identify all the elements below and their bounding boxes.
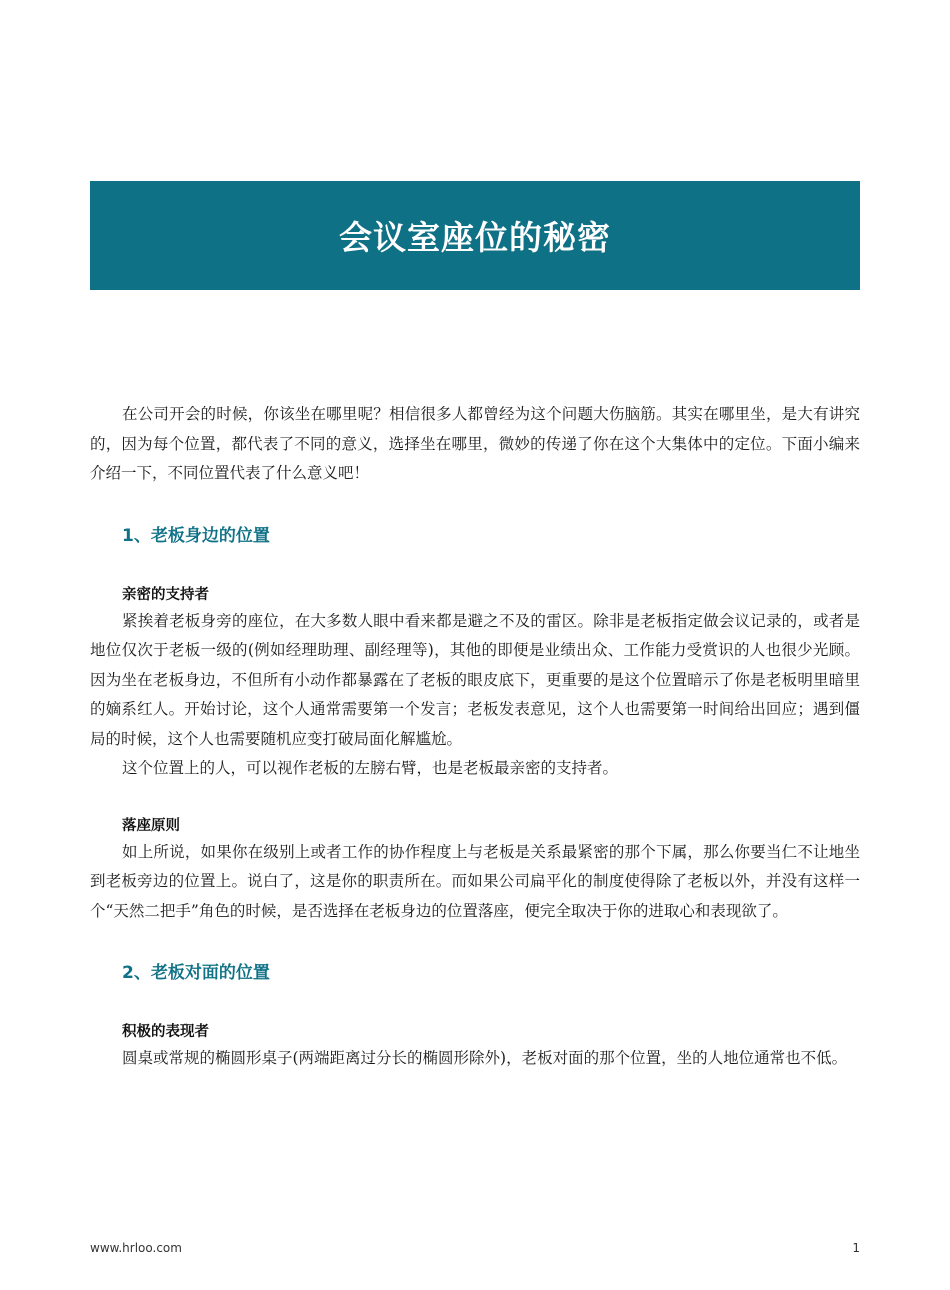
intro-paragraph: 在公司开会的时候，你该坐在哪里呢？相信很多人都曾经为这个问题大伤脑筋。其实在哪里坐，是大有讲究的，因为每个位置，都代表了不同的意义，选择坐在哪里，微妙的传递了你在这个大集体中的定位。下面小编来介绍一下，不同位置代表了什么意义吧！ [90, 405, 860, 482]
title-banner [90, 181, 860, 290]
document-body [90, 400, 860, 1074]
page-title: 会议室座位的秘密 [339, 218, 611, 257]
section-heading-1: 1、老板身边的位置 [122, 525, 270, 546]
footer-url: www.hrloo.com [90, 1241, 182, 1255]
subsection-heading: 积极的表现者 [122, 1024, 209, 1040]
subsection-heading: 亲密的支持者 [122, 586, 209, 603]
page-number: 1 [852, 1241, 860, 1255]
body-paragraph: 紧挨着老板身旁的座位，在大多数人眼中看来都是避之不及的雷区。除非是老板指定做会议记录的，或者是地位仅次于老板一级的(例如经理助理、副经理等)，其他的即便是业绩出众、工作能力受赏识的人也很少光顾。因为坐在老板身边，不但所有小动作都暴露在了老板的眼皮底下，更重要的是这个位置暗示了你是老板明里暗里的嫡系红人。开始讨论，这个人通常需要第一个发言；老板发表意见，这个人也需要第一时间给出回应；遇到僵局的时候，这个人也需要随机应变打破局面化解尴尬。 [90, 611, 860, 748]
section-heading-2: 2、老板对面的位置 [122, 963, 270, 983]
body-paragraph: 圆桌或常规的椭圆形桌子(两端距离过分长的椭圆形除外)，老板对面的那个位置，坐的人地位通常也不低。 [122, 1049, 848, 1067]
body-paragraph: 如上所说，如果你在级别上或者工作的协作程度上与老板是关系最紧密的那个下属，那么你要当仁不让地坐到老板旁边的位置上。说白了，这是你的职责所在。而如果公司扁平化的制度使得除了老板以外，并没有这样一个“天然二把手”角色的时候，是否选择在老板身边的位置落座，便完全取决于你的进取心和表现欲了。 [90, 842, 860, 920]
subsection-heading: 落座原则 [122, 817, 180, 834]
body-paragraph: 这个位置上的人，可以视作老板的左膀右臂，也是老板最亲密的支持者。 [122, 759, 619, 777]
